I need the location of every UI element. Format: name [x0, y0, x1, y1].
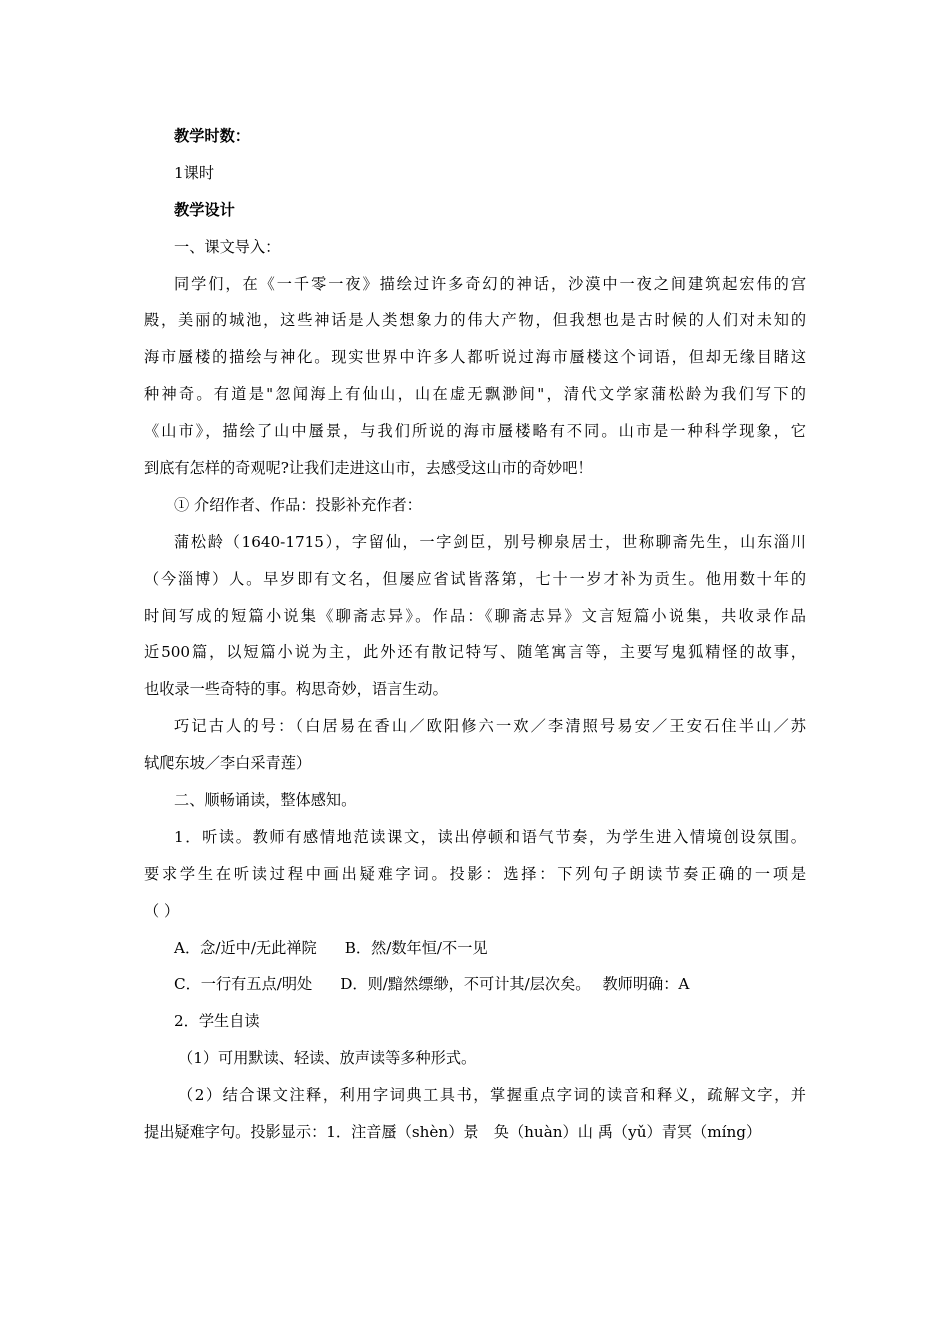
self-read-step2-line: （2）结合课文注释，利用字词典工具书，掌握重点字词的读音和释义，疏解文字，并 — [178, 1086, 806, 1105]
intro-paragraph-line: 殿，美丽的城池，这些神话是人类想象力的伟大产物，但我想也是古时候的人们对未知的 — [144, 311, 806, 330]
author-paragraph-line: 蒲松龄（1640-1715），字留仙，一字剑臣，别号柳泉居士，世称聊斋先生，山东淄川 — [174, 532, 806, 551]
option-a: A．念/近中/无此禅院 — [174, 938, 317, 957]
intro-paragraph-line: 《山市》，描绘了山中蜃景，与我们所说的海市蜃楼略有不同。山市是一种科学现象，它 — [144, 422, 806, 441]
option-b: B．然/数年恒/不一见 — [344, 938, 488, 957]
option-c: C．一行有五点/明处 — [174, 975, 313, 994]
intro-paragraph-line: 同学们，在《一千零一夜》描绘过许多奇幻的神话，沙漠中一夜之间建筑起宏伟的宫 — [174, 274, 806, 293]
author-heading: ① 介绍作者、作品：投影补充作者： — [174, 495, 422, 514]
intro-paragraph-line: 到底有怎样的奇观呢?让我们走进这山市，去感受这山市的奇妙吧！ — [144, 459, 593, 478]
author-paragraph-line: （今淄博）人。早岁即有文名，但屡应省试皆落第，七十一岁才补为贡生。他用数十年的 — [144, 569, 806, 588]
mnemonic-line: 巧记古人的号：（白居易在香山／欧阳修六一欢／李清照号易安／王安石住半山／苏 — [174, 717, 806, 736]
self-read-step1: （1）可用默读、轻读、放声读等多种形式。 — [178, 1049, 477, 1068]
teaching-hours-value: 1课时 — [174, 163, 215, 182]
teaching-design-heading: 教学设计 — [174, 200, 235, 219]
author-paragraph-line: 也收录一些奇特的事。构思奇妙，语言生动。 — [144, 680, 448, 699]
listen-paragraph-line: （ ） — [144, 901, 180, 920]
option-d: D．则/黯然缥缈，不可计其/层次矣。 — [340, 975, 591, 994]
options-row-cd — [144, 966, 806, 1003]
options-row-ab — [144, 930, 806, 967]
intro-paragraph-line: 海市蜃楼的描绘与神化。现实世界中许多人都听说过海市蜃楼这个词语，但却无缘目睹这 — [144, 348, 806, 367]
author-paragraph-line: 近500篇，以短篇小说为主，此外还有散记特写、随笔寓言等，主要写鬼狐精怪的故事， — [144, 643, 806, 662]
listen-paragraph-line: 要求学生在听读过程中画出疑难字词。投影：选择：下列句子朗读节奏正确的一项是 — [144, 864, 806, 883]
part1-title: 一、课文导入： — [174, 237, 281, 256]
mnemonic-line: 轼爬东坡／李白采青莲） — [144, 754, 312, 773]
self-read-title: 2．学生自读 — [174, 1012, 260, 1031]
author-paragraph-line: 时间写成的短篇小说集《聊斋志异》。作品：《聊斋志异》文言短篇小说集，共收录作品 — [144, 606, 806, 625]
listen-paragraph-line: 1．听读。教师有感情地范读课文，读出停顿和语气节奏，为学生进入情境创设氛围。 — [174, 827, 806, 846]
part2-title: 二、顺畅诵读，整体感知。 — [174, 791, 357, 810]
teaching-hours-heading: 教学时数： — [174, 127, 250, 145]
document-page — [144, 118, 806, 1151]
answer-text: 教师明确：A — [602, 975, 690, 994]
intro-paragraph-line: 种神奇。有道是"忽闻海上有仙山，山在虚无飘渺间"，清代文学家蒲松龄为我们写下的 — [144, 385, 806, 404]
self-read-step2-line: 提出疑难字句。投影显示：1．注音蜃（shèn）景 奂（huàn）山 禹（yǔ）青冥（míng） — [144, 1123, 762, 1142]
